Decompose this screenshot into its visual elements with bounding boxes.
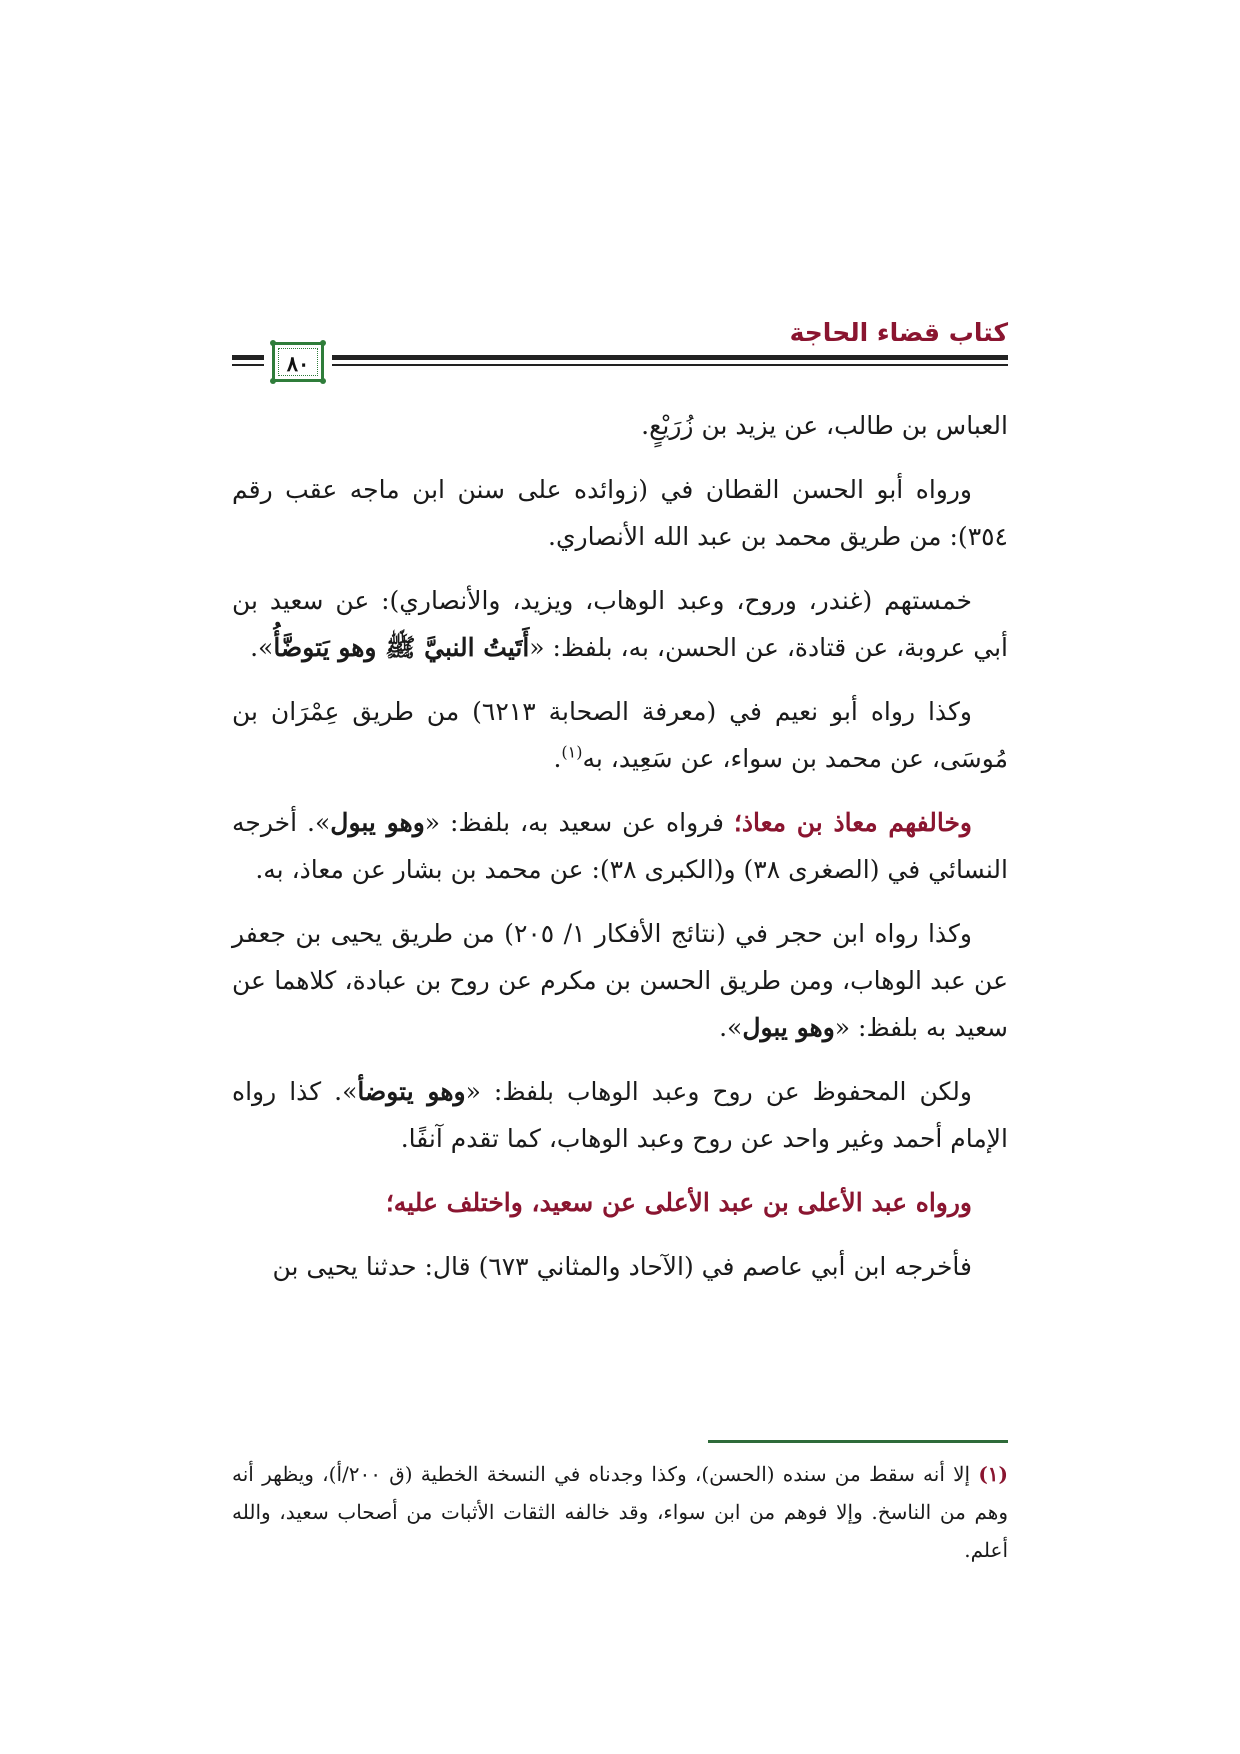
paragraph-text: خمستهم (غندر، وروح، وعبد الوهاب، ويزيد، والأنصاري): عن سعيد بن أبي عروبة، عن قتادة، عن الحسن، به، بلفظ: «	[232, 586, 1008, 662]
hadith-quote: وهو يبول	[742, 1013, 835, 1042]
page-number: ٨٠	[286, 351, 310, 376]
hadith-quote: وهو يتوضأ	[357, 1077, 466, 1106]
paragraph-6	[232, 910, 1008, 1051]
paragraph-text: ورواه أبو الحسن القطان في (زوائده على سنن ابن ماجه عقب رقم ٣٥٤): من طريق محمد بن عبد الله الأنصاري.	[232, 475, 1008, 551]
footnotes	[232, 1455, 1008, 1569]
paragraph-text: وكذا رواه ابن حجر في (نتائج الأفكار ١/ ٢٠٥) من طريق يحيى بن جعفر عن عبد الوهاب، ومن طريق الحسن بن مكرم عن روح بن عبادة، كلاهما عن سعيد به بلفظ: «	[232, 919, 1008, 1042]
paragraph-5	[232, 799, 1008, 893]
page-header	[232, 300, 1008, 390]
paragraph-2	[232, 466, 1008, 560]
footnote-marker[interactable]: (١)	[561, 742, 583, 762]
main-text	[232, 402, 1008, 1307]
ornament-icon	[320, 378, 326, 384]
ornament-icon	[270, 378, 276, 384]
header-rule-thin	[232, 364, 1008, 366]
paragraph-text: فأخرجه ابن أبي عاصم في (الآحاد والمثاني ٦٧٣) قال: حدثنا يحيى بن	[272, 1252, 972, 1281]
paragraph-4	[232, 688, 1008, 782]
paragraph-text: .	[553, 744, 562, 773]
paragraph-text: فرواه عن سعيد به، بلفظ: «	[424, 808, 734, 837]
hadith-quote: أَتَيتُ النبيَّ ﷺ وهو يَتوضَّأُ	[273, 633, 530, 662]
paragraph-text: ولكن المحفوظ عن روح وعبد الوهاب بلفظ: «	[465, 1077, 973, 1106]
paragraph-text: ». كذا رواه الإمام أحمد وغير واحد عن روح وعبد الوهاب، كما تقدم آنفًا.	[232, 1077, 1008, 1153]
ornament-icon	[270, 340, 276, 346]
footnote-1	[232, 1455, 1008, 1569]
section-heading: ورواه عبد الأعلى بن عبد الأعلى عن سعيد، واختلف عليه؛	[385, 1188, 972, 1217]
paragraph-text: وكذا رواه أبو نعيم في (معرفة الصحابة ٦٢١٣) من طريق عِمْرَان بن مُوسَى، عن محمد بن سواء، عن سَعِيد، به	[232, 697, 1008, 773]
paragraph-text: ».	[250, 633, 274, 662]
footnote-separator	[708, 1440, 1008, 1443]
paragraph-3	[232, 577, 1008, 671]
hadith-quote: وهو يبول	[330, 808, 425, 837]
book-title: كتاب قضاء الحاجة	[789, 318, 1008, 347]
page-number-frame	[272, 342, 324, 382]
header-rule-thick	[232, 355, 1008, 360]
paragraph-text: ». أخرجه النسائي في (الصغرى ٣٨) و(الكبرى ٣٨): عن محمد بن بشار عن معاذ، به.	[232, 808, 1008, 884]
footnote-number: (١)	[978, 1462, 1009, 1486]
section-lead: وخالفهم معاذ بن معاذ؛	[733, 808, 972, 837]
footnote-text: إلا أنه سقط من سنده (الحسن)، وكذا وجدناه في النسخة الخطية (ق ٢٠٠/أ)، ويظهر أنه وهم من الناسخ. وإلا فوهم من ابن سواء، وقد خالفه الثقات الأثبات من أصحاب سعيد، والله أعلم.	[232, 1462, 1008, 1562]
ornament-icon	[320, 340, 326, 346]
paragraph-7	[232, 1068, 1008, 1162]
paragraph-text: ».	[719, 1013, 743, 1042]
paragraph-8	[232, 1243, 1008, 1290]
paragraph-1	[232, 402, 1008, 449]
paragraph-text: العباس بن طالب، عن يزيد بن زُرَيْعٍ.	[641, 411, 1008, 440]
